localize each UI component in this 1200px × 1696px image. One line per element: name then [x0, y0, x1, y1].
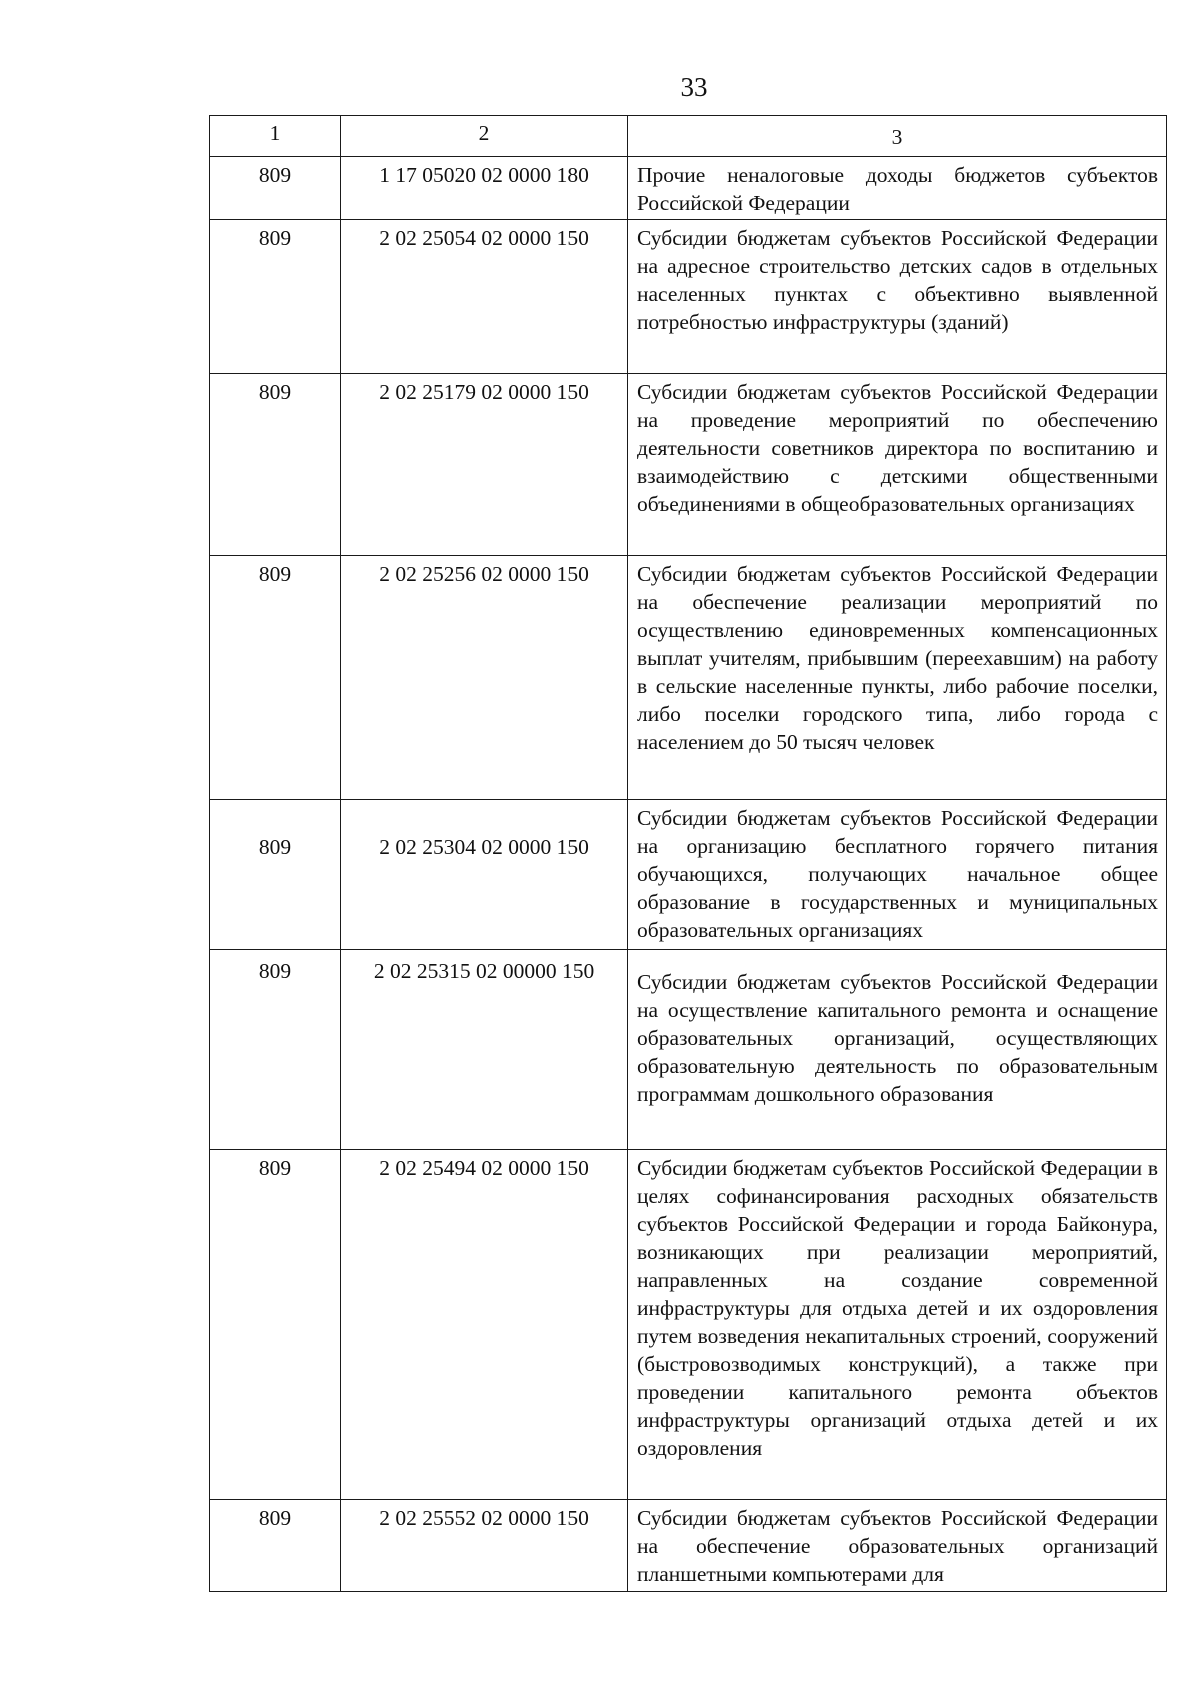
admin-code-cell: 809: [210, 950, 341, 1150]
table-row: [210, 1500, 1167, 1592]
budget-code-cell: 2 02 25315 02 00000 150: [341, 950, 628, 1150]
budget-code-cell: 2 02 25552 02 0000 150: [341, 1500, 628, 1592]
table-row: [210, 220, 1167, 374]
description-text: Субсидии бюджетам субъектов Российской Федерации на обеспечение образовательных организаций планшетными компьютерами для: [637, 1506, 1158, 1586]
table-row: [210, 800, 1167, 950]
admin-code-cell: 809: [210, 220, 341, 374]
description-cell: [628, 800, 1167, 950]
budget-code-cell: 2 02 25179 02 0000 150: [341, 374, 628, 556]
admin-code-cell: 809: [210, 157, 341, 220]
table-row: [210, 374, 1167, 556]
description-cell: [628, 556, 1167, 800]
description-text: Субсидии бюджетам субъектов Российской Федерации на обеспечение реализации мероприятий по осуществлению единовременных компенсационных выплат учителям, прибывшим (переехавшим) на работу в сельские населенные пункты, либо рабочие поселки, либо поселки городского типа, либо города с населением до 50 тысяч человек: [637, 562, 1158, 754]
admin-code-cell: 809: [210, 374, 341, 556]
column-header-2: 2: [341, 116, 628, 157]
budget-code-cell: 2 02 25304 02 0000 150: [341, 800, 628, 950]
description-cell: [628, 157, 1167, 220]
table-row: [210, 1150, 1167, 1500]
description-cell: [628, 1150, 1167, 1500]
budget-code-cell: 2 02 25256 02 0000 150: [341, 556, 628, 800]
admin-code-cell: 809: [210, 556, 341, 800]
description-text: Субсидии бюджетам субъектов Российской Федерации на организацию бесплатного горячего питания обучающихся, получающих начальное общее образование в государственных и муниципальных образовательных организациях: [637, 806, 1158, 942]
budget-code-cell: 2 02 25494 02 0000 150: [341, 1150, 628, 1500]
table-row: [210, 950, 1167, 1150]
description-text: Прочие неналоговые доходы бюджетов субъектов Российской Федерации: [637, 163, 1158, 215]
budget-classification-table: [209, 115, 1167, 1592]
description-text: Субсидии бюджетам субъектов Российской Федерации на проведение мероприятий по обеспечению деятельности советников директора по воспитанию и взаимодействию с детскими общественными объединениями в общеобразовательных организациях: [637, 380, 1158, 516]
budget-code-cell: 2 02 25054 02 0000 150: [341, 220, 628, 374]
table-row: [210, 556, 1167, 800]
budget-code-cell: 1 17 05020 02 0000 180: [341, 157, 628, 220]
page-number: 33: [680, 72, 708, 102]
column-header-3: 3: [628, 116, 1167, 157]
description-text: Субсидии бюджетам субъектов Российской Федерации на адресное строительство детских садов в отдельных населенных пунктах с объективно выявленной потребностью инфраструктуры (зданий): [637, 226, 1158, 334]
admin-code-cell: 809: [210, 1150, 341, 1500]
admin-code-cell: 809: [210, 800, 341, 950]
description-cell: [628, 374, 1167, 556]
description-cell: [628, 1500, 1167, 1592]
description-cell: [628, 950, 1167, 1150]
table-header-row: [210, 116, 1167, 157]
description-text: Субсидии бюджетам субъектов Российской Федерации на осуществление капитального ремонта и оснащение образовательных организаций, осуществляющих образовательную деятельность по образовательным программам дошкольного образования: [637, 970, 1158, 1106]
admin-code-cell: 809: [210, 1500, 341, 1592]
description-text: Субсидии бюджетам субъектов Российской Федерации в целях софинансирования расходных обязательств субъектов Российской Федерации и города Байконура, возникающих при реализации мероприятий, направленных на создание современной инфраструктуры для отдыха детей и их оздоровления путем возведения некапитальных строений, сооружений (быстровозводимых конструкций), а также при проведении капитального ремонта объектов инфраструктуры организаций отдыха детей и их оздоровления: [637, 1156, 1158, 1460]
table-row: [210, 157, 1167, 220]
description-cell: [628, 220, 1167, 374]
column-header-1: 1: [210, 116, 341, 157]
